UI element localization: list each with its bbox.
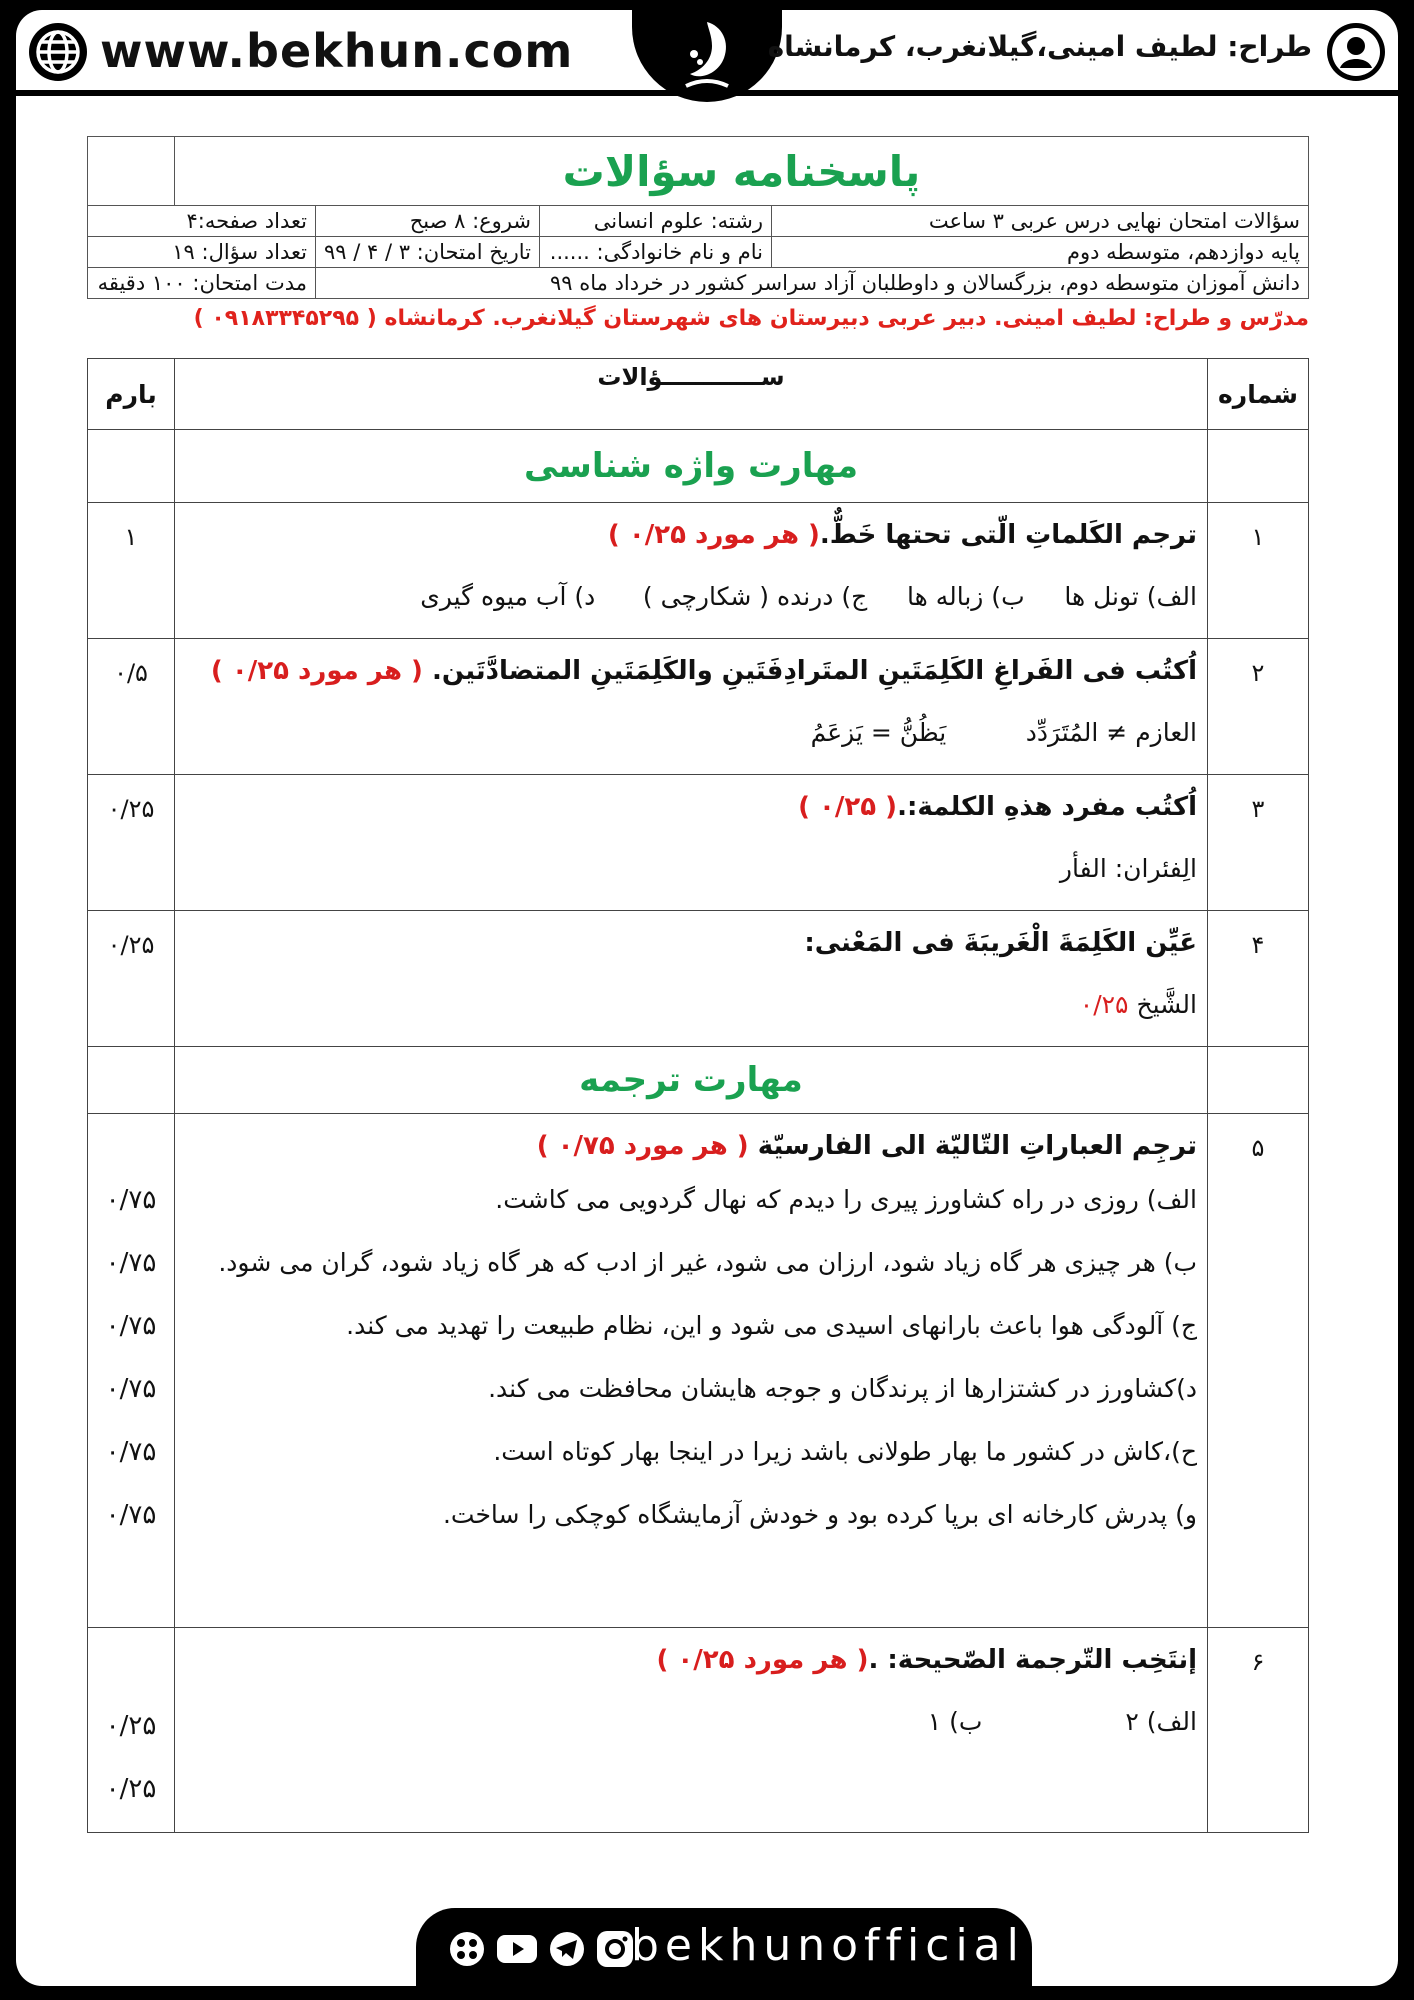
answer-line: ح)،کاش در کشور ما بهار طولانی باشد زیرا در اینجا بهار کوتاه است. bbox=[493, 1437, 1197, 1466]
aparat-icon[interactable] bbox=[446, 1930, 488, 1968]
info-course: سؤالات امتحان نهایی درس عربی ۳ ساعت bbox=[772, 206, 1309, 237]
score-value: ۰/۷۵ bbox=[105, 1437, 157, 1467]
question-number: ۵ bbox=[1208, 1114, 1309, 1628]
question-prompt: عَیِّن الکَلِمَةَ الْغَریبَةَ فی المَعْنی: bbox=[804, 928, 1197, 958]
website-url[interactable]: www.bekhun.com bbox=[100, 24, 574, 78]
answer-text: العازم ≠ المُتَرَدِّد یَظُنُّ = یَزعَمُ bbox=[810, 718, 1197, 747]
logo-tab bbox=[632, 10, 782, 102]
info-grade: پایه دوازدهم، متوسطه دوم bbox=[772, 237, 1309, 268]
table-row bbox=[88, 911, 1309, 1047]
page-title: پاسخنامه سؤالات bbox=[175, 137, 1309, 206]
header-score: بارم bbox=[88, 359, 175, 430]
table-row bbox=[88, 775, 1309, 911]
table-row bbox=[88, 1114, 1309, 1628]
table-row bbox=[88, 1628, 1309, 1833]
info-pages: تعداد صفحه:۴ bbox=[88, 206, 316, 237]
info-empty-cell bbox=[88, 137, 175, 206]
answer-text: الِفئران: الفأر bbox=[1059, 854, 1197, 883]
answer-line: ج) آلودگی هوا باعث بارانهای اسیدی می شود و این، نظام طبیعت را تهدید می کند. bbox=[346, 1311, 1197, 1340]
score-value: ۰/۲۵ bbox=[88, 911, 175, 1047]
answer-line: د)کشاورز در کشتزارها از پرندگان و جوجه هایشان محافظت می کند. bbox=[488, 1374, 1197, 1403]
info-start: شروع: ۸ صبح bbox=[315, 206, 539, 237]
section-row bbox=[88, 430, 1309, 503]
points-note: ( هر مورد ۰/۲۵ ) bbox=[210, 656, 423, 686]
info-question-count: تعداد سؤال: ۱۹ bbox=[88, 237, 316, 268]
telegram-icon[interactable] bbox=[546, 1930, 588, 1968]
points-note: ( هر مورد ۰/۲۵ ) bbox=[607, 520, 820, 550]
question-prompt: ترجم الکَلماتِ الّتی تحتها خَطٌّ.( هر مورد ۰/۲۵ ) bbox=[607, 520, 1197, 550]
section-title: مهارت واژه شناسی bbox=[175, 430, 1208, 503]
score-value: ۰/۷۵ bbox=[105, 1500, 157, 1530]
points-note: ( ۰/۲۵ ) bbox=[798, 792, 898, 822]
question-prompt: إنتَخِب التّرجمة الصّحیحة: .( هر مورد ۰/۲۵ ) bbox=[656, 1645, 1197, 1675]
question-prompt: اُکتُب مفرد هذهِ الکلمة:.( ۰/۲۵ ) bbox=[798, 792, 1197, 822]
user-icon bbox=[1324, 20, 1388, 84]
header-questions: ســــــــــــؤالات bbox=[175, 359, 1208, 430]
score-value: ۰/۲۵ bbox=[105, 1711, 157, 1741]
youtube-icon[interactable] bbox=[496, 1930, 538, 1968]
info-name: نام و نام خانوادگی: ...... bbox=[540, 237, 772, 268]
exam-info-table bbox=[87, 136, 1309, 299]
score-value: ۰/۷۵ bbox=[105, 1185, 157, 1215]
globe-icon bbox=[26, 20, 90, 84]
score-value: ۰/۷۵ bbox=[105, 1248, 157, 1278]
score-value: ۰/۲۵ bbox=[105, 1774, 157, 1804]
answer-text: الف) ۲ ب) ۱ bbox=[927, 1707, 1197, 1736]
top-bar bbox=[16, 10, 1398, 96]
bekhun-logo-icon bbox=[672, 16, 742, 96]
question-number: ۳ bbox=[1208, 775, 1309, 911]
section-title: مهارت ترجمه bbox=[175, 1047, 1208, 1114]
table-row bbox=[88, 503, 1309, 639]
answer-score: ۰/۲۵ bbox=[1079, 990, 1129, 1019]
question-number: ۶ bbox=[1208, 1628, 1309, 1833]
question-number: ۲ bbox=[1208, 639, 1309, 775]
table-header-row bbox=[88, 359, 1309, 430]
points-note: ( هر مورد ۰/۲۵ ) bbox=[656, 1645, 869, 1675]
info-duration: مدت امتحان: ۱۰۰ دقیقه bbox=[88, 268, 316, 299]
footer-bar bbox=[416, 1908, 1032, 1986]
section-row bbox=[88, 1047, 1309, 1114]
score-value: ۰/۵ bbox=[88, 639, 175, 775]
answers-table bbox=[87, 358, 1309, 1833]
score-value: ۰/۷۵ bbox=[105, 1374, 157, 1404]
table-row bbox=[88, 639, 1309, 775]
info-date: تاریخ امتحان: ۳ / ۴ / ۹۹ bbox=[315, 237, 539, 268]
answer-text: الشَّیخ ۰/۲۵ bbox=[1079, 990, 1197, 1019]
info-field: رشته: علوم انسانی bbox=[540, 206, 772, 237]
teacher-line: مدرّس و طراح: لطیف امینی. دبیر عربی دبیرستان های شهرستان گیلانغرب. کرمانشاه ( ۰۹۱۸۳۳۴۵۲۹۵ ) bbox=[193, 306, 1309, 331]
info-audience: دانش آموزان متوسطه دوم، بزرگسالان و داوطلبان آزاد سراسر کشور در خرداد ماه ۹۹ bbox=[315, 268, 1308, 299]
instagram-icon[interactable] bbox=[594, 1930, 636, 1968]
answer-line: الف) روزی در راه کشاورز پیری را دیدم که نهال گردویی می کاشت. bbox=[495, 1185, 1197, 1214]
score-value: ۰/۲۵ bbox=[88, 775, 175, 911]
answer-line: و) پدرش کارخانه ای برپا کرده بود و خودش آزمایشگاه کوچکی را ساخت. bbox=[442, 1500, 1197, 1529]
header-divider bbox=[16, 90, 1398, 96]
question-number: ۱ bbox=[1208, 503, 1309, 639]
social-handle[interactable]: bekhunofficial bbox=[631, 1920, 1025, 1971]
question-prompt: ترجِم العباراتِ التّالیّة الی الفارسیّة ( هر مورد ۰/۷۵ ) bbox=[536, 1131, 1197, 1161]
points-note: ( هر مورد ۰/۷۵ ) bbox=[536, 1131, 749, 1161]
score-value: ۱ bbox=[88, 503, 175, 639]
answer-line: ب) هر چیزی هر گاه زیاد شود، ارزان می شود، غیر از ادب که هر گاه زیاد شود، گران می شود. bbox=[218, 1248, 1197, 1277]
question-number: ۴ bbox=[1208, 911, 1309, 1047]
designer-credit: طراح: لطیف امینی،گیلانغرب، کرمانشاه bbox=[767, 30, 1312, 63]
page bbox=[16, 10, 1398, 1986]
question-prompt: اُکتُب فی الفَراغِ الکَلِمَتَینِ المتَرادِفَتَینِ والکَلِمَتَینِ المتضادَّتَین. ( هر مورد ۰/۲۵ ) bbox=[210, 656, 1197, 686]
answer-text: الف) تونل ها ب) زباله ها ج) درنده ( شکارچی ) د) آب میوه گیری bbox=[420, 582, 1197, 611]
score-value: ۰/۷۵ bbox=[105, 1311, 157, 1341]
header-number: شماره bbox=[1208, 359, 1309, 430]
